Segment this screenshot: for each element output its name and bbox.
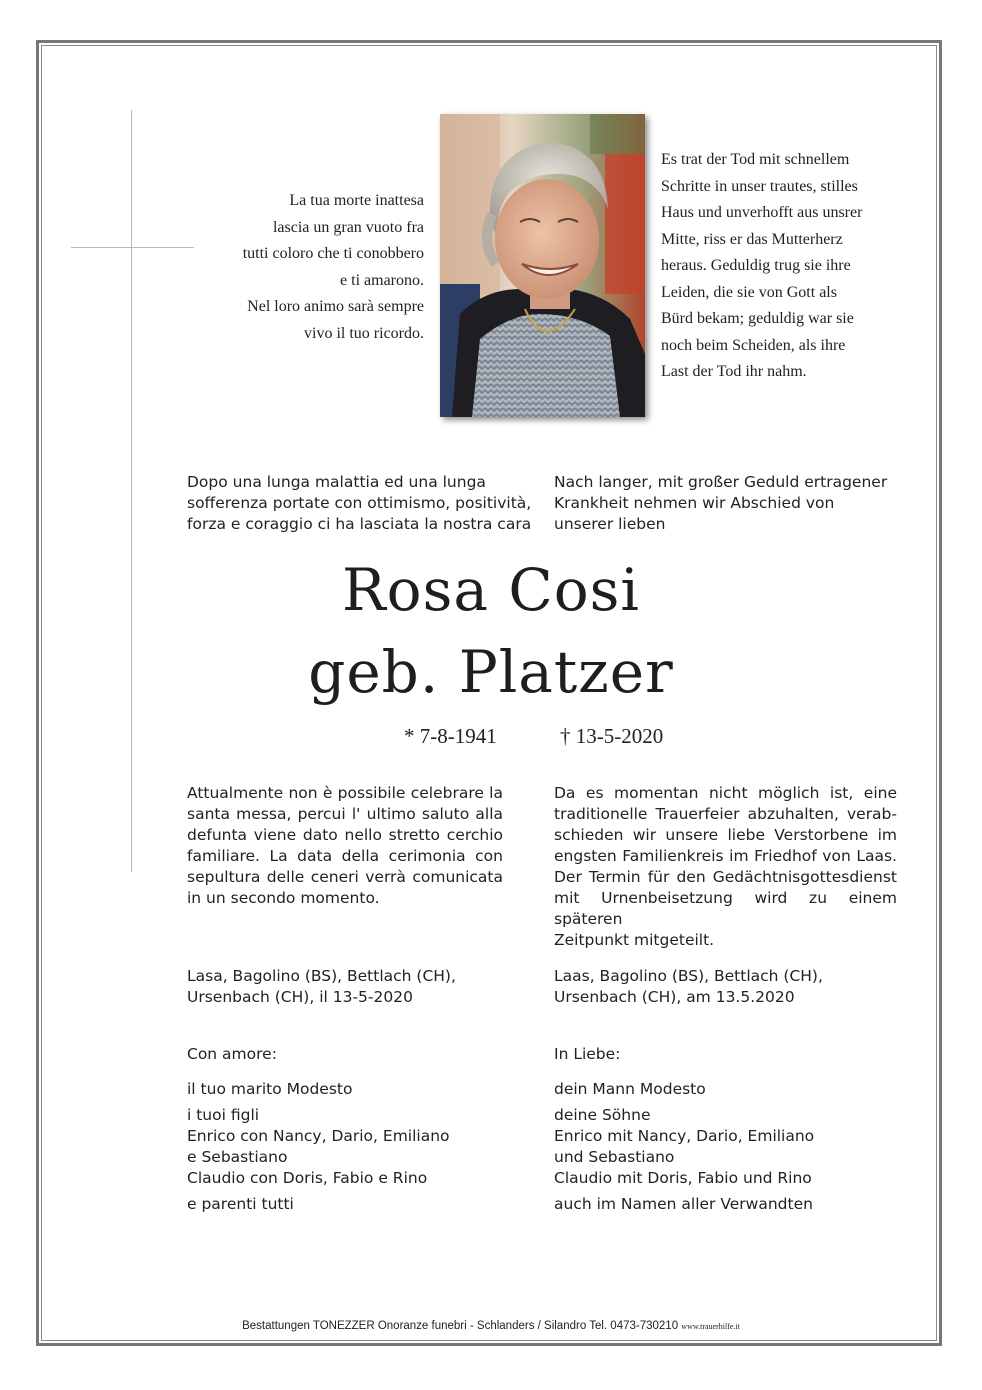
poem-line: Last der Tod ihr nahm.	[661, 363, 807, 380]
footer-text: Bestattungen TONEZZER Onoranze funebri - Schlanders / Silandro Tel. 0473-730210	[242, 1320, 679, 1332]
poem-line: Mitte, riss er das Mutterherz	[661, 230, 843, 248]
mourner-line: i tuoi figli	[187, 1106, 260, 1124]
funeral-home-footer	[0, 1320, 982, 1332]
notice-line: santa messa, percui l' ultimo saluto alla	[187, 805, 503, 823]
mourner-line: e parenti tutti	[187, 1195, 294, 1213]
poem-line: Schritte in unser trautes, stilles	[661, 177, 858, 195]
notice-line: sepultura delle ceneri verrà comunicata	[187, 868, 503, 886]
notice-line: engsten Familienkreis im Friedhof von Laas.	[554, 847, 897, 865]
poem-line: e ti amarono.	[340, 271, 424, 289]
mourner-line: dein Mann Modesto	[554, 1080, 706, 1098]
maiden-name: geb. Platzer	[308, 638, 674, 706]
notice-line: schieden wir unsere liebe Verstorbene im	[554, 826, 897, 844]
mourner-line: Enrico con Nancy, Dario, Emiliano	[187, 1127, 450, 1145]
intro-line: Krankheit nehmen wir Abschied von	[554, 494, 835, 512]
poem-line: vivo il tuo ricordo.	[304, 324, 424, 342]
intro-line: sofferenza portate con ottimismo, positività,	[187, 494, 532, 512]
birth-date: * 7-8-1941	[404, 724, 497, 748]
notice-line: Attualmente non è possibile celebrare la	[187, 784, 503, 802]
poem-line: Es trat der Tod mit schnellem	[661, 151, 850, 168]
mourner-line: Claudio mit Doris, Fabio und Rino	[554, 1169, 812, 1187]
intro-line: unserer lieben	[554, 515, 666, 533]
mourner-line: auch im Namen aller Verwandten	[554, 1195, 813, 1213]
intro-italian	[187, 472, 542, 535]
mourners-german	[554, 1079, 894, 1215]
notice-line: in un secondo momento.	[187, 889, 380, 907]
place-line: Laas, Bagolino (BS), Bettlach (CH),	[554, 967, 823, 985]
place-line: Lasa, Bagolino (BS), Bettlach (CH),	[187, 967, 456, 985]
intro-line: Dopo una lunga malattia ed una lunga	[187, 473, 486, 491]
poem-line: heraus. Geduldig trug sie ihre	[661, 257, 851, 274]
place-date-italian	[187, 966, 527, 1008]
intro-german	[554, 472, 894, 535]
poem-line: Haus und unverhofft aus unsrer	[661, 204, 863, 221]
place-date-german	[554, 966, 894, 1008]
closing-italian	[187, 1044, 487, 1065]
poem-line: tutti coloro che ti conobbero	[242, 245, 424, 262]
notice-line: Der Termin für den Gedächtnisgottesdienst	[554, 868, 897, 886]
mourners-italian	[187, 1079, 527, 1215]
mourner-line: e Sebastiano	[187, 1148, 288, 1166]
place-line: Ursenbach (CH), il 13-5-2020	[187, 988, 413, 1006]
poem-german	[661, 147, 921, 386]
poem-line: Leiden, die sie von Gott als	[661, 283, 837, 301]
poem-line: Bürd bekam; geduldig war sie	[661, 310, 854, 327]
intro-line: Nach langer, mit großer Geduld ertragener	[554, 473, 888, 491]
closing-text: In Liebe:	[554, 1045, 621, 1063]
footer-website-link[interactable]: www.trauerhilfe.it	[681, 1322, 740, 1331]
closing-german	[554, 1044, 854, 1065]
cross-horizontal-bar	[71, 247, 194, 248]
closing-text: Con amore:	[187, 1045, 277, 1063]
death-date: † 13-5-2020	[560, 724, 664, 748]
notice-line: familiare. La data della cerimonia con	[187, 847, 503, 865]
portrait-photo	[440, 114, 645, 417]
mourner-line: Claudio con Doris, Fabio e Rino	[187, 1169, 428, 1187]
notice-line: Da es momentan nicht möglich ist, eine	[554, 784, 897, 802]
mourner-line: il tuo marito Modesto	[187, 1080, 353, 1098]
notice-german	[554, 783, 897, 951]
notice-line: defunta viene dato nello stretto cerchio	[187, 826, 503, 844]
notice-line: Zeitpunkt mitgeteilt.	[554, 931, 715, 949]
poem-line: noch beim Scheiden, als ihre	[661, 336, 846, 354]
cross-vertical-bar	[131, 110, 132, 872]
mourner-line: und Sebastiano	[554, 1148, 675, 1166]
intro-line: forza e coraggio ci ha lasciata la nostra cara	[187, 515, 532, 533]
notice-italian	[187, 783, 503, 909]
deceased-name: Rosa Cosi	[342, 556, 640, 624]
place-line: Ursenbach (CH), am 13.5.2020	[554, 988, 795, 1006]
poem-line: La tua morte inattesa	[289, 192, 424, 209]
poem-line: Nel loro animo sarà sempre	[247, 298, 424, 315]
notice-line: mit Urnenbeisetzung wird zu einem späteren	[554, 889, 897, 928]
notice-line: traditionelle Trauerfeier abzuhalten, verab-	[554, 805, 897, 823]
mourner-line: Enrico mit Nancy, Dario, Emiliano	[554, 1127, 815, 1145]
poem-italian	[180, 188, 424, 347]
mourner-line: deine Söhne	[554, 1106, 651, 1124]
poem-line: lascia un gran vuoto fra	[272, 218, 424, 236]
